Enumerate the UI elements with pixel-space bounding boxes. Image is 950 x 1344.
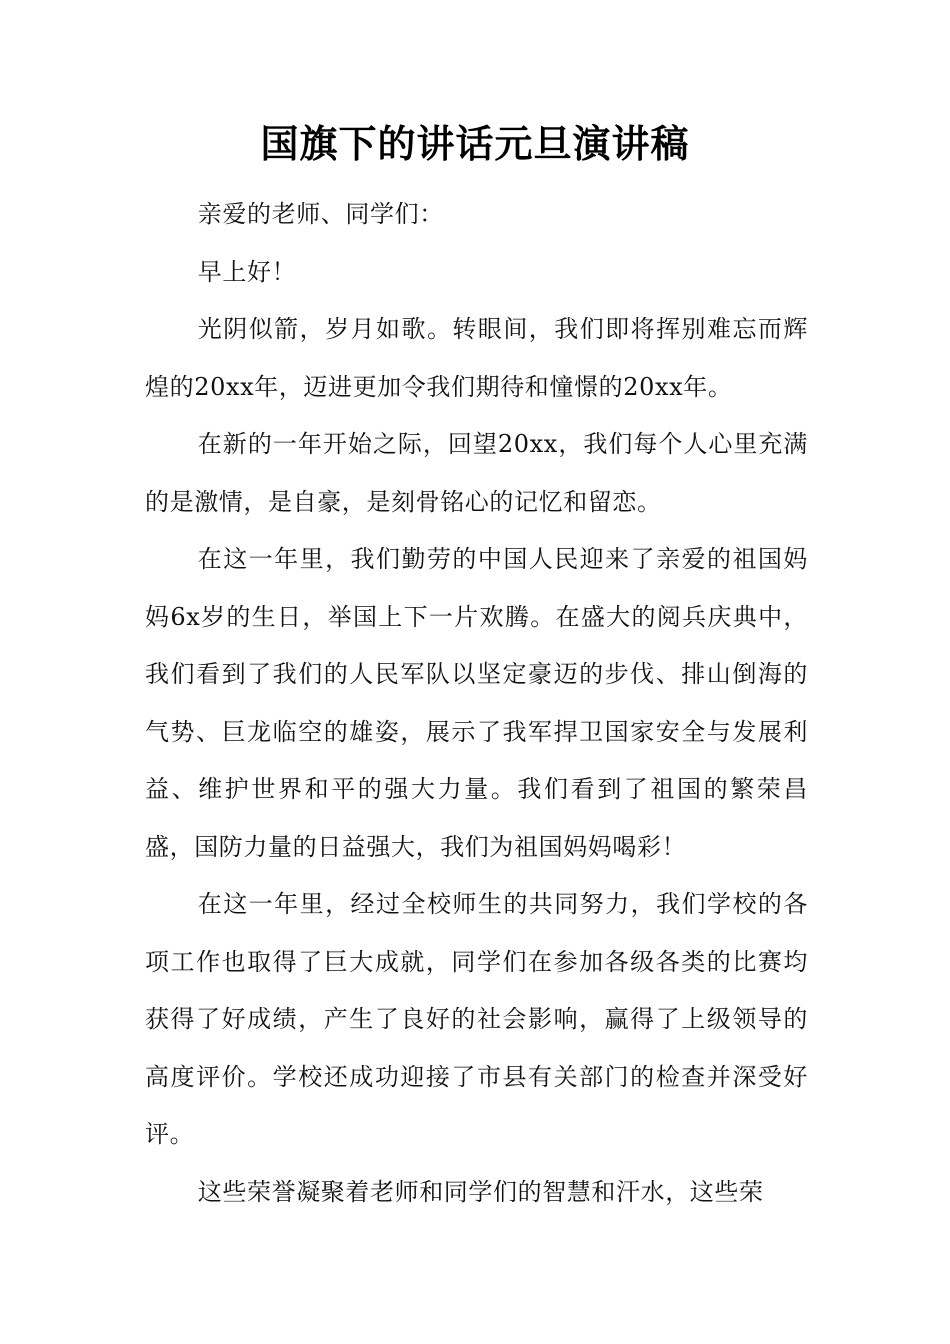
paragraph-good-morning: 早上好！ [197,257,297,286]
paragraph: 在新的一年开始之际，回望20xx，我们每个人心里充满的是激情，是自豪，是刻骨铭心的记忆和留恋。 [145,430,808,516]
document-title: 国旗下的讲话元旦演讲稿 [260,121,690,166]
document-body [145,186,808,1221]
paragraph: 在这一年里，我们勤劳的中国人民迎来了亲爱的祖国妈妈6x岁的生日，举国上下一片欢腾。在盛大的阅兵庆典中，我们看到了我们的人民军队以坚定豪迈的步伐、排山倒海的气势、巨龙临空的雄姿，展示了我军捍卫国家安全与发展利益、维护世界和平的强大力量。我们看到了祖国的繁荣昌盛，国防力量的日益强大，我们为祖国妈妈喝彩！ [145,545,808,861]
paragraph: 这些荣誉凝聚着老师和同学们的智慧和汗水，这些荣 [197,1177,764,1206]
paragraph: 在这一年里，经过全校师生的共同努力，我们学校的各项工作也取得了巨大成就，同学们在参加各级各类的比赛均获得了好成绩，产生了良好的社会影响，赢得了上级领导的高度评价。学校还成功迎接了市县有关部门的检查并深受好评。 [145,890,808,1148]
paragraph-greeting: 亲爱的老师、同学们： [197,200,444,228]
paragraph: 光阴似箭，岁月如歌。转眼间，我们即将挥别难忘而辉煌的20xx年，迈进更加令我们期待和憧憬的20xx年。 [145,315,808,401]
